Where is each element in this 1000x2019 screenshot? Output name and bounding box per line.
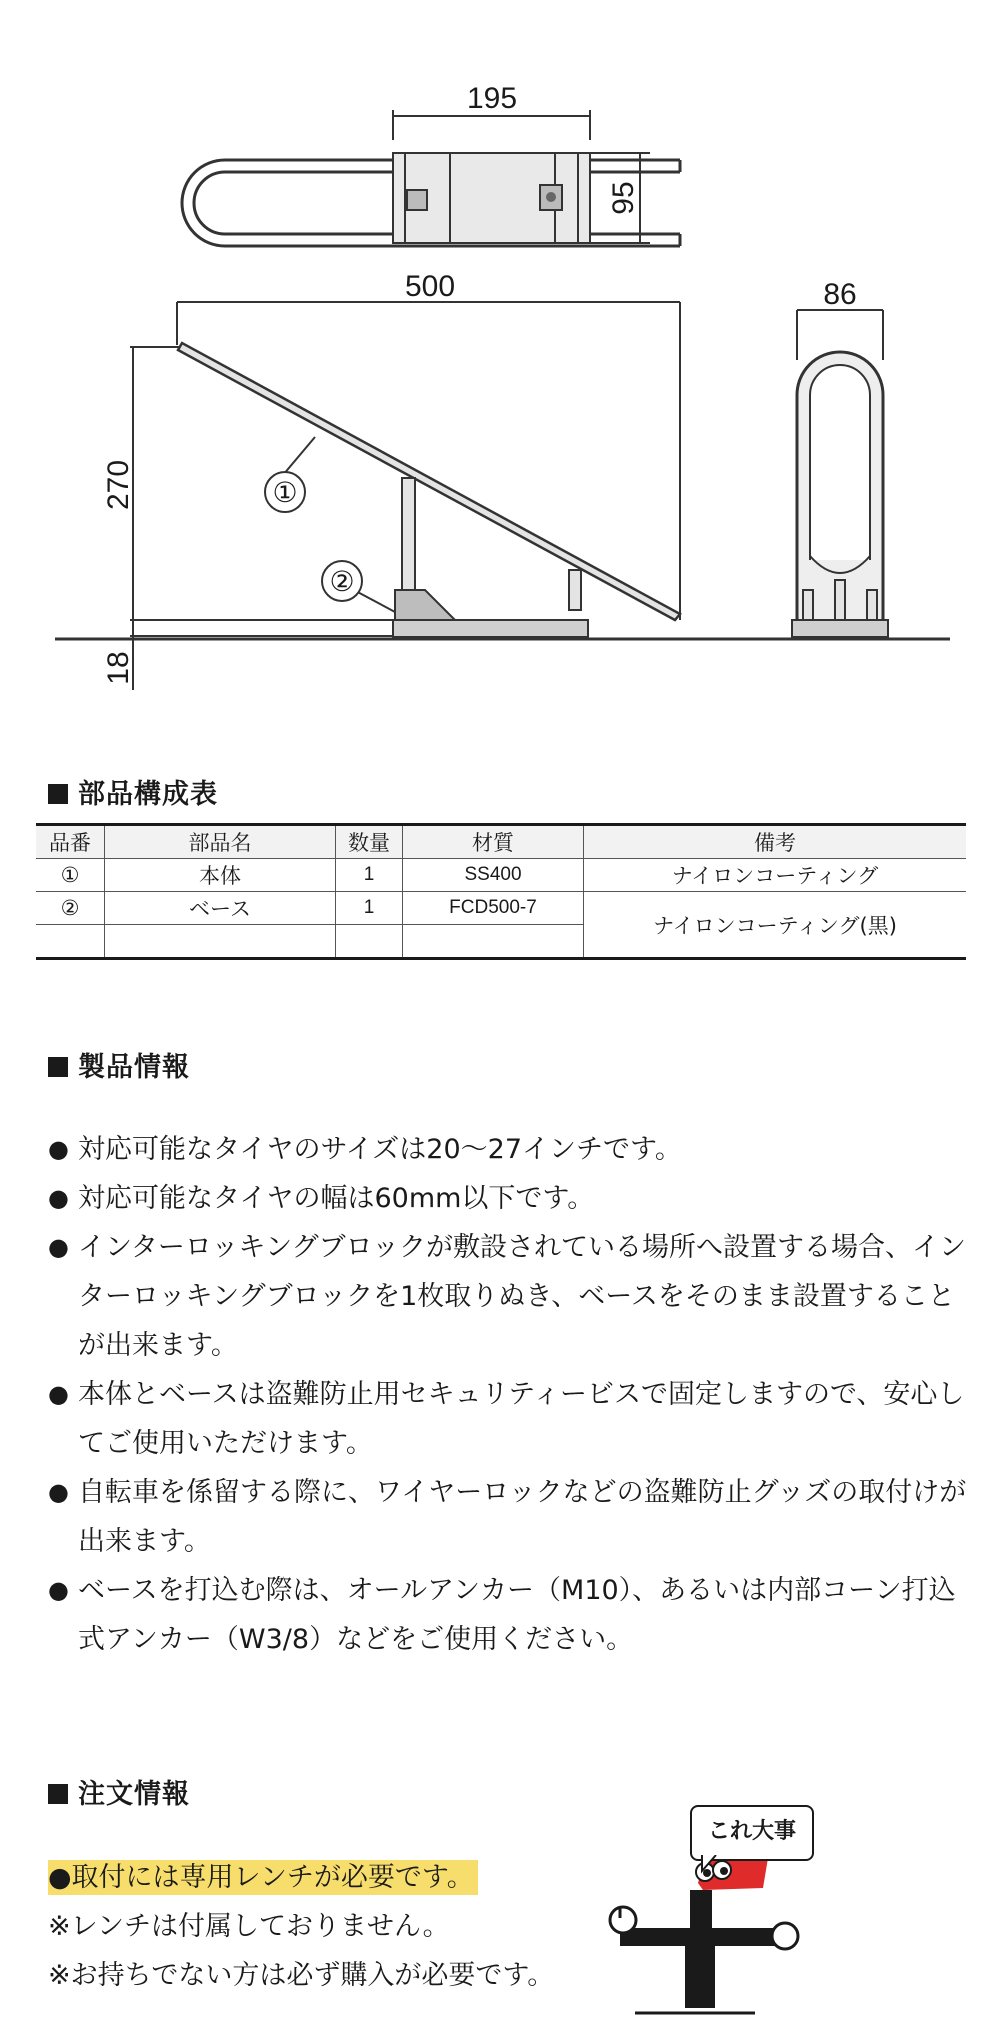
bullet-icon: ●: [48, 1478, 69, 1506]
list-item: ● 自転車を係留する際に、ワイヤーロックなどの盗難防止グッズの取付けが出来ます。: [48, 1468, 978, 1566]
row-name: ベース: [105, 892, 336, 925]
list-item: ● 対応可能なタイヤの幅は60mm以下です。: [48, 1174, 978, 1223]
order-info-title: 注文情報: [48, 1772, 190, 1811]
square-bullet-icon: [48, 1784, 68, 1804]
parts-table: [36, 823, 966, 960]
front-view: [792, 310, 888, 637]
dim-base: 18: [102, 651, 135, 685]
order-note: ※お持ちでない方は必ず購入が必要です。: [48, 1960, 555, 1991]
bullet-icon: ●: [48, 1380, 69, 1408]
row-qty: 1: [336, 859, 403, 892]
technical-drawing: [0, 0, 1000, 720]
order-info: [48, 1853, 554, 2000]
square-bullet-icon: [48, 1057, 68, 1077]
row-material: FCD500-7: [403, 892, 584, 925]
header-name: 部品名: [105, 825, 336, 859]
row-note: ナイロンコーティング(黒): [584, 892, 967, 959]
dim-length: 500: [404, 270, 456, 303]
row-note: ナイロンコーティング: [584, 859, 967, 892]
speech-bubble-tail-icon: [700, 1855, 720, 1875]
row-no: ①: [36, 859, 105, 892]
dim-side-width: 86: [823, 278, 857, 311]
header-note: 備考: [584, 825, 967, 859]
dim-top-width: 195: [466, 82, 518, 115]
product-info-list: [48, 1125, 978, 1664]
row-name: 本体: [105, 859, 336, 892]
table-row: [36, 892, 966, 925]
header-no: 品番: [36, 825, 105, 859]
product-info-title: 製品情報: [48, 1045, 190, 1084]
header-qty: 数量: [336, 825, 403, 859]
header-material: 材質: [403, 825, 584, 859]
square-bullet-icon: [48, 784, 68, 804]
row-material: SS400: [403, 859, 584, 892]
dim-top-height: 95: [607, 181, 640, 215]
dim-height: 270: [102, 459, 135, 511]
order-note: ※レンチは付属しておりません。: [48, 1911, 450, 1942]
callout-1: ①: [272, 477, 298, 508]
bullet-icon: ●: [48, 1576, 69, 1604]
bullet-icon: ●: [48, 1233, 69, 1261]
top-view: [182, 110, 680, 246]
list-item: ● ベースを打込む際は、オールアンカー（M10）、あるいは内部コーン打込式アンカー（W3/8）などをご使用ください。: [48, 1566, 978, 1664]
table-row: [36, 859, 966, 892]
list-item: ● 本体とベースは盗難防止用セキュリティービスで固定しますので、安心してご使用いただけます。: [48, 1370, 978, 1468]
callout-2: ②: [329, 566, 355, 597]
wrench-required-notice: ●取付には専用レンチが必要です。: [48, 1860, 478, 1895]
parts-section-title: 部品構成表: [48, 772, 218, 811]
row-qty: 1: [336, 892, 403, 925]
table-header-row: [36, 825, 966, 859]
bullet-icon: ●: [48, 1135, 69, 1163]
bullet-icon: ●: [48, 1184, 69, 1212]
list-item: ● 対応可能なタイヤのサイズは20〜27インチです。: [48, 1125, 978, 1174]
list-item: ● インターロッキングブロックが敷設されている場所へ設置する場合、インターロッキングブロックを1枚取りぬき、ベースをそのまま設置することが出来ます。: [48, 1223, 978, 1370]
speech-bubble: これ大事: [690, 1805, 814, 1861]
row-no: ②: [36, 892, 105, 925]
